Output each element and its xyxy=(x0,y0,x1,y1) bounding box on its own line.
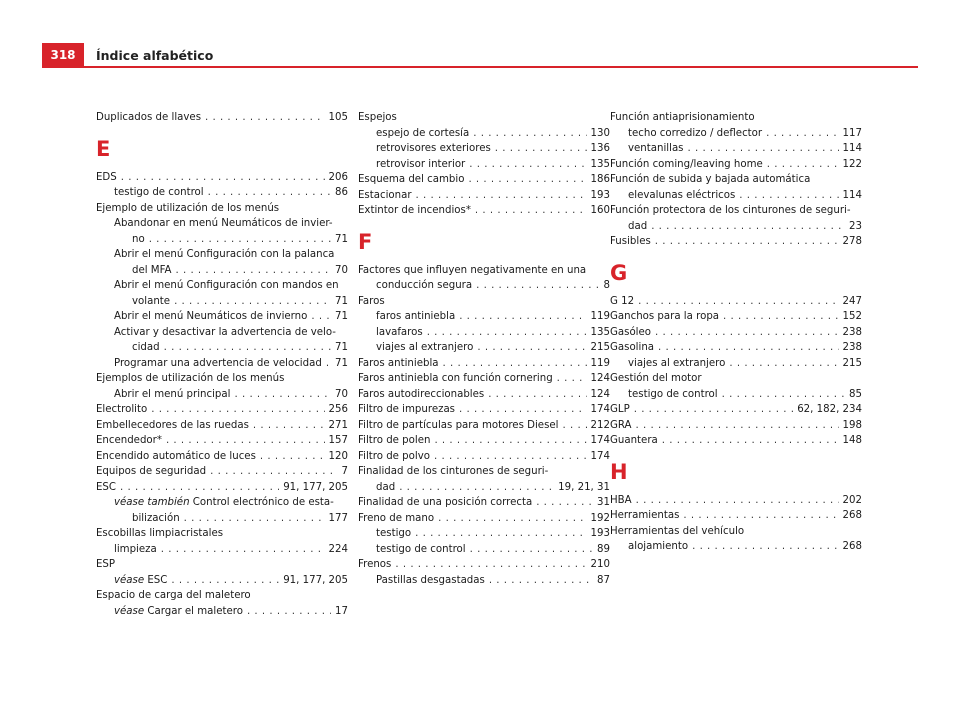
index-entry: GRA . . . 198 xyxy=(610,418,862,434)
index-entry: Fusibles . . . 278 xyxy=(610,234,862,250)
index-entry: Finalidad de los cinturones de seguri- dad . . . 19, 21, 31 xyxy=(358,464,610,495)
index-entry: Esquema del cambio . . . 186 xyxy=(358,172,610,188)
index-subentry: elevalunas eléctricos . . . 114 xyxy=(610,188,862,204)
page-ref: 62, 182, 234 xyxy=(797,404,862,415)
page-number-badge: 318 xyxy=(42,43,84,67)
page-ref: 193 xyxy=(590,528,610,539)
page-ref: 71 xyxy=(335,357,348,369)
page-ref: 119 xyxy=(590,311,610,322)
index-entry: Espacio de carga del maletero xyxy=(96,590,251,601)
index-entry: Duplicados de llaves . . . 105 xyxy=(96,110,348,126)
page-ref: 7 xyxy=(341,466,348,477)
page-ref: 114 xyxy=(842,143,862,154)
index-entry: Frenos . . . 210 xyxy=(358,557,610,573)
page-ref: 114 xyxy=(842,189,862,201)
index-entry: Equipos de seguridad . . . 7 xyxy=(96,464,348,480)
index-subentry: ventanillas . . . 114 xyxy=(610,141,862,157)
page-ref: 210 xyxy=(590,559,610,570)
page-ref: 268 xyxy=(842,510,862,521)
page-ref: 152 xyxy=(842,311,862,322)
page-ref: 278 xyxy=(842,236,862,247)
page-ref: 70 xyxy=(335,264,348,276)
letter-heading-h: H xyxy=(610,459,628,484)
page-ref: 160 xyxy=(590,205,610,216)
index-entry: Faros antiniebla . . . 119 xyxy=(358,356,610,372)
index-subentry: retrovisor interior . . . 135 xyxy=(358,157,610,173)
page-ref: 238 xyxy=(842,326,862,338)
index-entry: Escobillas limpiacristales xyxy=(96,528,224,539)
page-ref: 135 xyxy=(590,326,610,338)
page-ref: 124 xyxy=(590,388,610,400)
page-ref: 117 xyxy=(842,127,862,139)
index-entry: Herramientas del vehículo xyxy=(610,525,745,537)
page-ref: 268 xyxy=(842,541,862,552)
index-subentry: Abrir el menú principal . . . 70 xyxy=(96,387,348,403)
page-ref: 71 xyxy=(335,295,348,307)
index-entry: Gestión del motor xyxy=(610,373,702,384)
page-ref: 256 xyxy=(328,404,348,415)
page-ref: 192 xyxy=(590,512,610,524)
index-entry: Función de subida y bajada automática xyxy=(610,174,811,185)
page-ref: 23 xyxy=(849,220,862,232)
index-subentry: testigo . . . 193 xyxy=(358,526,610,542)
index-entry: Filtro de polvo . . . 174 xyxy=(358,449,610,465)
index-subentry: véase Cargar el maletero . . . 17 xyxy=(96,604,348,620)
index-subentry: viajes al extranjero . . . 215 xyxy=(358,340,610,356)
page-ref: 247 xyxy=(842,295,862,307)
page-ref: 17 xyxy=(335,605,348,617)
index-subentry: faros antiniebla . . . 119 xyxy=(358,309,610,325)
index-subentry: testigo de control . . . 86 xyxy=(96,185,348,201)
page-ref: 91, 177, 205 xyxy=(283,574,348,586)
page-ref: 71 xyxy=(335,233,348,245)
index-entry: Gasóleo . . . 238 xyxy=(610,325,862,341)
page-ref: 157 xyxy=(328,435,348,446)
page-ref: 174 xyxy=(590,404,610,415)
page-ref: 135 xyxy=(590,158,610,170)
letter-heading-e: E xyxy=(96,136,111,161)
page-ref: 71 xyxy=(335,311,348,322)
index-entry: Estacionar . . . 193 xyxy=(358,188,610,204)
letter-heading-f: F xyxy=(358,229,373,254)
index-entry: Factores que influyen negativamente en una conducción segura . . . 8 xyxy=(358,263,610,294)
letter-heading-g: G xyxy=(610,260,628,285)
index-column-3 xyxy=(610,110,862,555)
index-subentry: Pastillas desgastadas . . . 87 xyxy=(358,573,610,589)
index-entry: GLP . . . 62, 182, 234 xyxy=(610,402,862,418)
page-ref: 122 xyxy=(842,158,862,170)
index-subentry: techo corredizo / deflector . . . 117 xyxy=(610,126,862,142)
index-subentry: viajes al extranjero . . . 215 xyxy=(610,356,862,372)
page-ref: 174 xyxy=(590,450,610,462)
index-subentry: retrovisores exteriores . . . 136 xyxy=(358,141,610,157)
page-ref: 70 xyxy=(335,388,348,400)
index-subentry: Abrir el menú Configuración con mandos en volante . . . 71 xyxy=(96,278,348,309)
see-also-label: véase también xyxy=(114,497,190,508)
page-ref: 120 xyxy=(328,450,348,462)
index-entry: Extintor de incendios* . . . 160 xyxy=(358,203,610,219)
page-ref: 86 xyxy=(335,187,348,198)
page-ref: 124 xyxy=(590,373,610,384)
page-ref: 215 xyxy=(842,357,862,369)
index-entry: Espejos xyxy=(358,112,397,123)
index-entry: Función protectora de los cinturones de seguri- dad . . . 23 xyxy=(610,203,862,234)
index-subentry: testigo de control . . . 85 xyxy=(610,387,862,403)
page-ref: 177 xyxy=(328,512,348,524)
page-ref: 130 xyxy=(590,127,610,139)
page-ref: 271 xyxy=(328,419,348,431)
index-subentry: espejo de cortesía . . . 130 xyxy=(358,126,610,142)
index-entry: Función coming/leaving home . . . 122 xyxy=(610,157,862,173)
page-title: Índice alfabético xyxy=(96,48,214,63)
page-ref: 31 xyxy=(597,497,610,508)
index-entry: Filtro de polen . . . 174 xyxy=(358,433,610,449)
index-entry: Ganchos para la ropa . . . 152 xyxy=(610,309,862,325)
index-entry: Encendido automático de luces . . . 120 xyxy=(96,449,348,465)
page-ref: 174 xyxy=(590,435,610,446)
index-column-2 xyxy=(358,110,610,588)
page-ref: 215 xyxy=(590,342,610,353)
index-entry: ESP xyxy=(96,559,116,570)
index-entry: Ejemplos de utilización de los menús xyxy=(96,373,285,384)
index-subentry: Abrir el menú Configuración con la palanca del MFA . . . 70 xyxy=(96,247,348,278)
page-ref: 8 xyxy=(603,280,610,291)
index-entry: G 12 . . . 247 xyxy=(610,294,862,310)
index-subentry: véase también Control electrónico de esta- bilización . . . 177 xyxy=(96,495,348,526)
page-ref: 71 xyxy=(335,342,348,353)
index-entry: Función antiaprisionamiento xyxy=(610,112,755,123)
page-ref: 105 xyxy=(328,112,348,123)
page-ref: 19, 21, 31 xyxy=(558,481,610,493)
index-entry: Faros antiniebla con función cornering . . . 124 xyxy=(358,371,610,387)
page-ref: 206 xyxy=(328,171,348,183)
page-ref: 186 xyxy=(590,174,610,185)
page-ref: 119 xyxy=(590,357,610,369)
page-ref: 148 xyxy=(842,435,862,446)
header-divider xyxy=(42,66,918,68)
page-ref: 193 xyxy=(590,189,610,201)
index-entry: HBA . . . 202 xyxy=(610,493,862,509)
index-entry: Electrolito . . . 256 xyxy=(96,402,348,418)
page-ref: 212 xyxy=(590,419,610,431)
index-subentry: Programar una advertencia de velocidad . . . 71 xyxy=(96,356,348,372)
index-entry: Faros xyxy=(358,295,385,307)
page-ref: 89 xyxy=(597,543,610,555)
index-entry: EDS . . . 206 xyxy=(96,170,348,186)
page-ref: 87 xyxy=(597,574,610,586)
index-subentry: alojamiento . . . 268 xyxy=(610,539,862,555)
index-entry: Finalidad de una posición correcta . . . 31 xyxy=(358,495,610,511)
index-subentry: limpieza . . . 224 xyxy=(96,542,348,558)
index-subentry: Abrir el menú Neumáticos de invierno . . . 71 xyxy=(96,309,348,325)
index-entry: Embellecedores de las ruedas . . . 271 xyxy=(96,418,348,434)
index-subentry: Abandonar en menú Neumáticos de invier- no . . . 71 xyxy=(96,216,348,247)
page-ref: 224 xyxy=(328,543,348,555)
page-ref: 85 xyxy=(849,388,862,400)
index-entry: ESC . . . 91, 177, 205 xyxy=(96,480,348,496)
index-entry: Freno de mano . . . 192 xyxy=(358,511,610,527)
page-ref: 91, 177, 205 xyxy=(283,481,348,493)
index-entry: Ejemplo de utilización de los menús xyxy=(96,202,280,214)
index-entry: Encendedor* . . . 157 xyxy=(96,433,348,449)
page-ref: 202 xyxy=(842,494,862,506)
index-entry: Gasolina . . . 238 xyxy=(610,340,862,356)
page-ref: 136 xyxy=(590,143,610,154)
index-subentry: véase ESC . . . 91, 177, 205 xyxy=(96,573,348,589)
see-label: véase xyxy=(114,605,145,617)
index-entry: Guantera . . . 148 xyxy=(610,433,862,449)
index-column-1 xyxy=(96,110,348,619)
index-entry: Filtro de partículas para motores Diesel . . . 212 xyxy=(358,418,610,434)
index-subentry: testigo de control . . . 89 xyxy=(358,542,610,558)
page-ref: 238 xyxy=(842,342,862,353)
page-ref: 198 xyxy=(842,419,862,431)
index-entry: Filtro de impurezas . . . 174 xyxy=(358,402,610,418)
page-header xyxy=(0,0,960,72)
index-entry: Herramientas . . . 268 xyxy=(610,508,862,524)
index-entry: Faros autodireccionables . . . 124 xyxy=(358,387,610,403)
index-subentry: lavafaros . . . 135 xyxy=(358,325,610,341)
see-label: véase xyxy=(114,574,145,586)
index-subentry: Activar y desactivar la advertencia de velo- cidad . . . 71 xyxy=(96,325,348,356)
